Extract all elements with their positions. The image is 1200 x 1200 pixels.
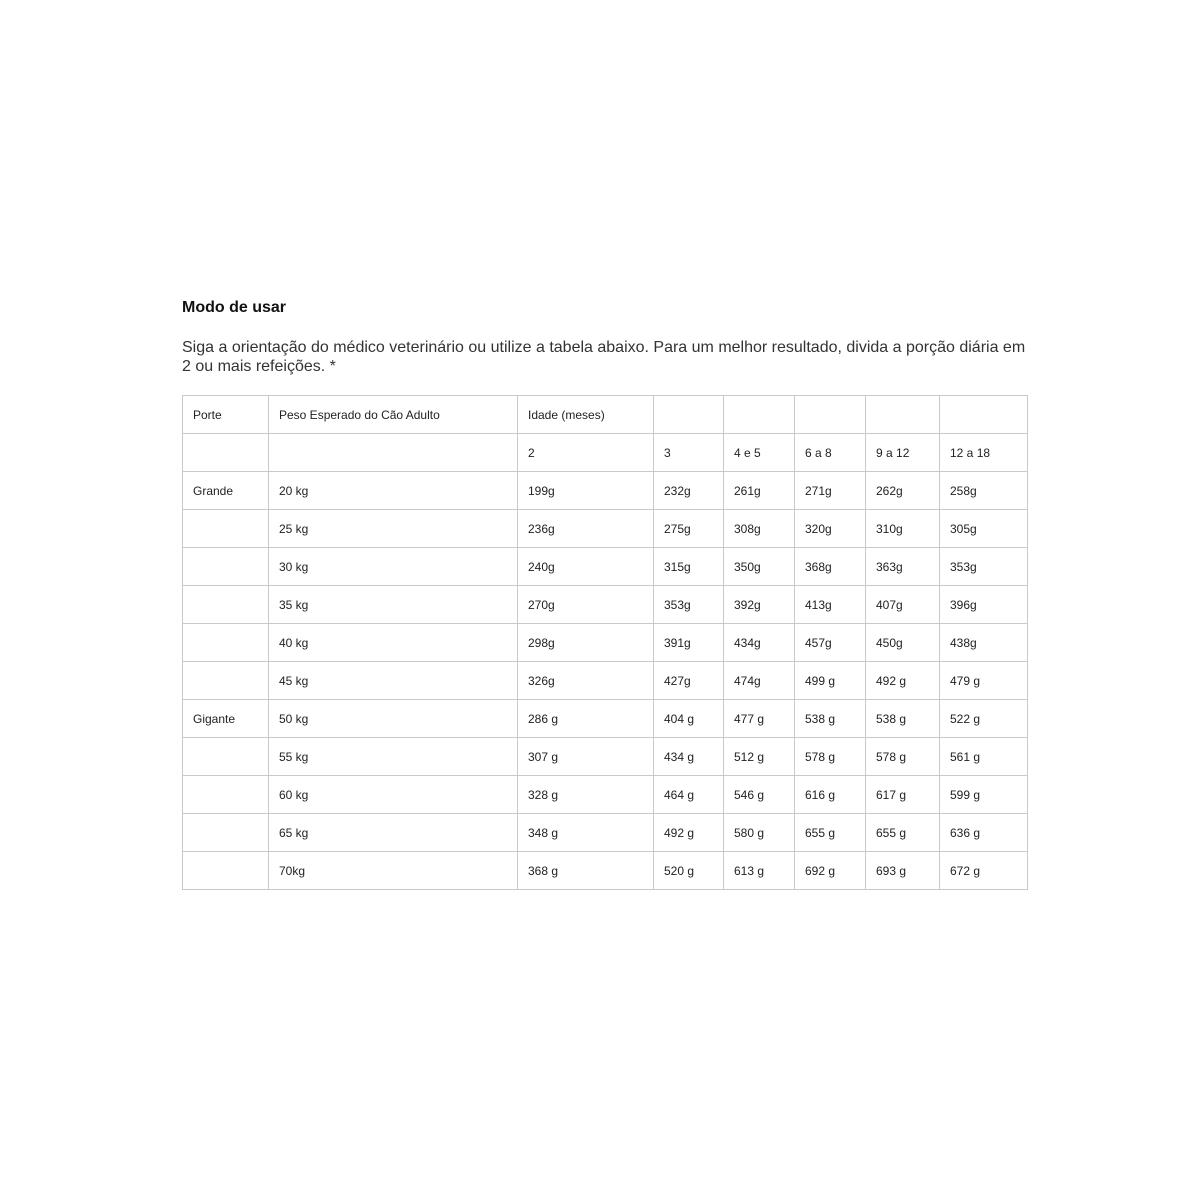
portion-cell: 326g [518,662,654,700]
portion-cell: 261g [724,472,795,510]
portion-cell: 474g [724,662,795,700]
intro-text: Siga a orientação do médico veterinário ou utilize a tabela abaixo. Para um melhor resultado, divida a porção diária em 2 ou mais refeições. * [182,339,1026,375]
peso-cell: 50 kg [269,700,518,738]
portion-cell: 613 g [724,852,795,890]
peso-cell: 40 kg [269,624,518,662]
table-row [183,472,1028,510]
portion-cell: 368g [795,548,866,586]
header-empty [866,396,940,434]
age-column-label: 6 a 8 [795,434,866,472]
portion-cell: 561 g [940,738,1028,776]
portion-cell: 353g [940,548,1028,586]
portion-cell: 692 g [795,852,866,890]
table-row [183,662,1028,700]
portion-cell: 199g [518,472,654,510]
portion-cell: 538 g [866,700,940,738]
portion-cell: 308g [724,510,795,548]
table-row [183,814,1028,852]
portion-cell: 391g [654,624,724,662]
portion-cell: 672 g [940,852,1028,890]
portion-cell: 538 g [795,700,866,738]
header-peso: Peso Esperado do Cão Adulto [269,396,518,434]
portion-cell: 363g [866,548,940,586]
table-row [183,738,1028,776]
porte-cell [183,510,269,548]
table-row [183,700,1028,738]
age-column-label: 12 a 18 [940,434,1028,472]
portion-cell: 320g [795,510,866,548]
portion-cell: 407g [866,586,940,624]
portion-cell: 450g [866,624,940,662]
portion-cell: 286 g [518,700,654,738]
age-row [183,434,1028,472]
portion-cell: 271g [795,472,866,510]
portion-cell: 236g [518,510,654,548]
header-empty [724,396,795,434]
portion-cell: 396g [940,586,1028,624]
portion-cell: 315g [654,548,724,586]
peso-cell: 20 kg [269,472,518,510]
portion-cell: 578 g [795,738,866,776]
header-porte: Porte [183,396,269,434]
age-row-empty [183,434,269,472]
portion-cell: 434 g [654,738,724,776]
header-empty [940,396,1028,434]
porte-cell: Grande [183,472,269,510]
peso-cell: 45 kg [269,662,518,700]
table-row [183,510,1028,548]
porte-cell [183,776,269,814]
portion-cell: 298g [518,624,654,662]
usage-section [182,298,1027,890]
portion-cell: 693 g [866,852,940,890]
portion-cell: 392g [724,586,795,624]
portion-cell: 477 g [724,700,795,738]
feeding-table [182,395,1028,890]
portion-cell: 655 g [795,814,866,852]
portion-cell: 520 g [654,852,724,890]
portion-cell: 427g [654,662,724,700]
peso-cell: 60 kg [269,776,518,814]
peso-cell: 30 kg [269,548,518,586]
peso-cell: 55 kg [269,738,518,776]
portion-cell: 492 g [866,662,940,700]
peso-cell: 70kg [269,852,518,890]
portion-cell: 328 g [518,776,654,814]
section-title: Modo de usar [182,299,287,316]
portion-cell: 232g [654,472,724,510]
portion-cell: 434g [724,624,795,662]
portion-cell: 310g [866,510,940,548]
portion-cell: 580 g [724,814,795,852]
portion-cell: 457g [795,624,866,662]
header-empty [795,396,866,434]
portion-cell: 348 g [518,814,654,852]
age-column-label: 2 [518,434,654,472]
portion-cell: 655 g [866,814,940,852]
porte-cell [183,548,269,586]
porte-cell [183,586,269,624]
portion-cell: 492 g [654,814,724,852]
porte-cell [183,662,269,700]
age-column-label: 9 a 12 [866,434,940,472]
portion-cell: 240g [518,548,654,586]
table-body [183,396,1028,890]
portion-cell: 499 g [795,662,866,700]
peso-cell: 25 kg [269,510,518,548]
portion-cell: 270g [518,586,654,624]
table-row [183,852,1028,890]
portion-cell: 546 g [724,776,795,814]
age-column-label: 4 e 5 [724,434,795,472]
peso-cell: 35 kg [269,586,518,624]
header-empty [654,396,724,434]
portion-cell: 599 g [940,776,1028,814]
portion-cell: 616 g [795,776,866,814]
porte-cell: Gigante [183,700,269,738]
portion-cell: 350g [724,548,795,586]
portion-cell: 578 g [866,738,940,776]
portion-cell: 404 g [654,700,724,738]
portion-cell: 636 g [940,814,1028,852]
portion-cell: 305g [940,510,1028,548]
table-row [183,776,1028,814]
age-column-label: 3 [654,434,724,472]
portion-cell: 258g [940,472,1028,510]
porte-cell [183,852,269,890]
peso-cell: 65 kg [269,814,518,852]
porte-cell [183,624,269,662]
table-row [183,624,1028,662]
portion-cell: 307 g [518,738,654,776]
portion-cell: 413g [795,586,866,624]
header-idade: Idade (meses) [518,396,654,434]
portion-cell: 522 g [940,700,1028,738]
portion-cell: 275g [654,510,724,548]
portion-cell: 479 g [940,662,1028,700]
porte-cell [183,738,269,776]
porte-cell [183,814,269,852]
portion-cell: 438g [940,624,1028,662]
header-row [183,396,1028,434]
portion-cell: 353g [654,586,724,624]
portion-cell: 512 g [724,738,795,776]
portion-cell: 262g [866,472,940,510]
table-row [183,548,1028,586]
portion-cell: 464 g [654,776,724,814]
portion-cell: 617 g [866,776,940,814]
age-row-empty [269,434,518,472]
portion-cell: 368 g [518,852,654,890]
table-row [183,586,1028,624]
